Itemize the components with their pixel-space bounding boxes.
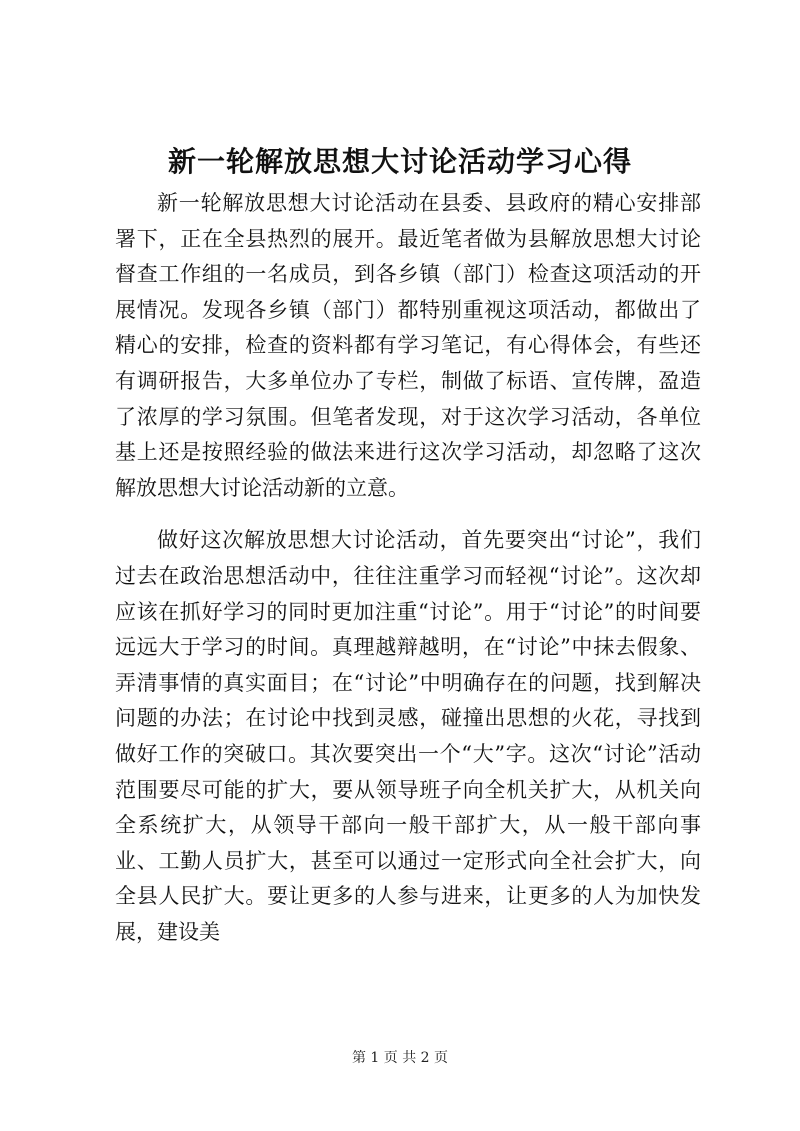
paragraph-1: 新一轮解放思想大讨论活动在县委、县政府的精心安排部署下，正在全县热烈的展开。最近笔者做为县解放思想大讨论督查工作组的一名成员，到各乡镇（部门）检查这项活动的开展情况。发现各乡镇（部门）都特别重视这项活动，都做出了精心的安排，检查的资料都有学习笔记，有心得体会，有些还有调研报告，大多单位办了专栏，制做了标语、宣传牌，盈造了浓厚的学习氛围。但笔者发现，对于这次学习活动，各单位基上还是按照经验的做法来进行这次学习活动，却忽略了这次解放思想大讨论活动新的立意。 [115, 191, 701, 500]
paragraph-2: 做好这次解放思想大讨论活动，首先要突出“讨论”，我们过去在政治思想活动中，往往注重学习而轻视“讨论”。这次却应该在抓好学习的同时更加注重“讨论”。用于“讨论”的时间要远远大于学习的时间。真理越辩越明，在“讨论”中抹去假象、弄清事情的真实面目；在“讨论”中明确存在的问题，找到解决问题的办法；在讨论中找到灵感，碰撞出思想的火花，寻找到做好工作的突破口。其次要突出一个“大”字。这次“讨论”活动范围要尽可能的扩大，要从领导班子向全机关扩大，从机关向全系统扩大，从领导干部向一般干部扩大，从一般干部向事业、工勤人员扩大，甚至可以通过一定形式向全社会扩大，向全县人民扩大。要让更多的人参与进来，让更多的人为加快发展，建设美 [115, 528, 701, 944]
document-title: 新一轮解放思想大讨论活动学习心得 [167, 145, 632, 178]
document-body [115, 186, 701, 950]
page-number-footer: 第 1 页 共 2 页 [351, 1050, 449, 1066]
